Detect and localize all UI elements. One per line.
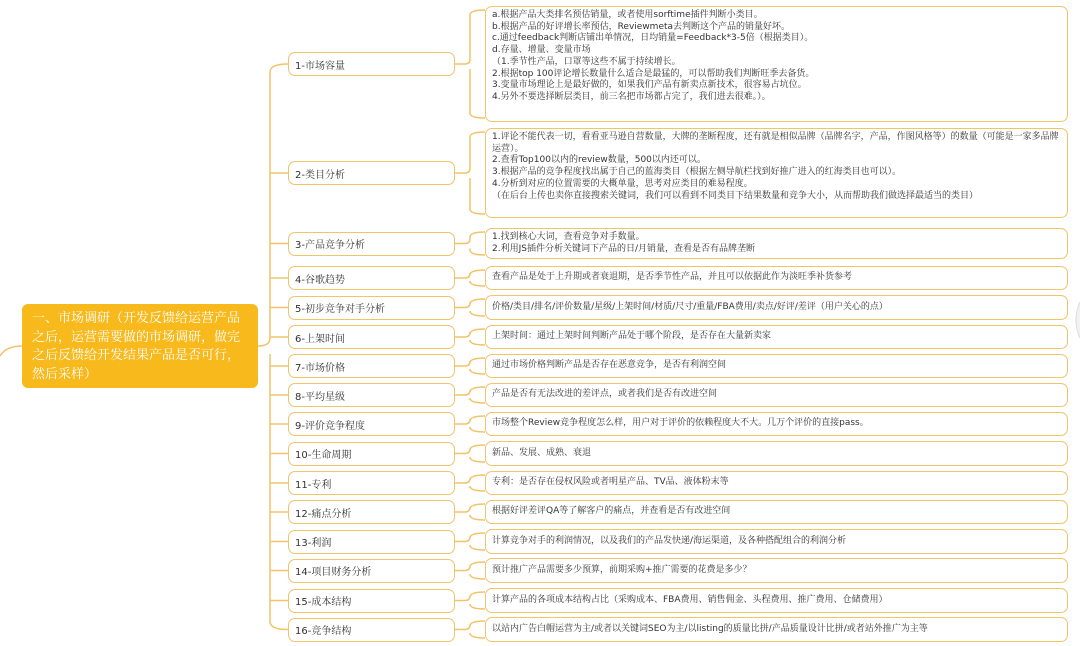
branch-topic[interactable]: 2-类目分析 <box>288 161 455 185</box>
connector-line <box>455 416 485 424</box>
connector-line <box>455 329 485 337</box>
branch-topic[interactable]: 8-平均星级 <box>288 383 455 407</box>
connector-line <box>470 427 485 432</box>
connector-line <box>455 387 485 395</box>
branch-topic[interactable]: 1-市场容量 <box>288 52 455 76</box>
detail-line: b.根据产品的好评增长率预估，Reviewmeta去判断这个产品的销量好坏。 <box>492 21 791 32</box>
connector-line <box>455 533 485 542</box>
connector-line <box>470 281 485 286</box>
detail-line: 2.根据top 100评论增长数量什么适合是最猛的，可以帮助我们判断旺季去备货。 <box>492 68 815 79</box>
detail-line: 1.找到核心大词，查看竞争对手数量。 <box>492 232 645 242</box>
connector-line <box>455 475 485 483</box>
connector-line <box>455 592 485 601</box>
detail-note[interactable] <box>485 228 1068 259</box>
detail-line: a.根据产品大类排名预估销量，或者使用sorftime插件判断小类目。 <box>492 10 763 20</box>
connector-line <box>455 299 485 308</box>
branch-topic[interactable]: 13-利润 <box>288 530 455 554</box>
detail-line: 2.查看Top100以内的review数量，500以内还可以。 <box>492 155 706 166</box>
connector-line <box>455 270 485 278</box>
detail-note[interactable]: 上架时间：通过上架时间判断产品处于哪个阶段，是否存在大量新卖家 <box>485 325 1068 349</box>
detail-note[interactable]: 市场整个Review竞争程度怎么样，用户对于评价的依赖程度大不大。几万个评价的直接pass。 <box>485 412 1068 436</box>
detail-note[interactable]: 计算竞争对手的利润情况，以及我们的产品发快递/海运渠道，及各种搭配组合的利润分析 <box>485 529 1068 554</box>
detail-line: （在后台上传也卖你直接搜索关键词，我们可以看到不同类目下结果数量和竞争大小，从而帮助我们做选择最适当的类目） <box>492 190 979 201</box>
root-topic[interactable]: 一、市场调研（开发反馈给运营产品之后，运营需要做的市场调研，做完之后反馈给开发结果产品是否可行，然后采样） <box>22 304 258 388</box>
branch-topic[interactable]: 12-痛点分析 <box>288 500 455 524</box>
connector-line <box>455 358 485 366</box>
connector-line <box>470 515 485 520</box>
connector-line <box>470 340 485 345</box>
detail-line: （1.季节性产品，口罩等这些不属于持续增长。 <box>492 56 681 67</box>
detail-note[interactable]: 新品、发展、成熟、衰退 <box>485 441 1068 466</box>
connector-line <box>455 562 485 571</box>
connector-line <box>470 69 485 118</box>
connector-line <box>455 445 485 454</box>
connector-line <box>470 311 485 316</box>
detail-note[interactable]: 以站内广告白帽运营为主/或者以关键词SEO为主/以listing的质量比拼/产品质量设计比拼/或者站外推广为主等 <box>485 617 1068 642</box>
connector-line <box>470 604 485 609</box>
detail-line: 4.分析到对应的位置需要的大概单量，思考对应类目的难易程度。 <box>492 178 753 189</box>
connector-line <box>470 486 485 491</box>
detail-note[interactable] <box>485 128 1068 218</box>
detail-note[interactable] <box>485 6 1068 122</box>
connector-line <box>455 621 485 630</box>
connector-line <box>470 369 485 374</box>
detail-note[interactable]: 查看产品是处于上升期或者衰退期，是否季节性产品，并且可以依据此作为淡旺季补货参考 <box>485 266 1068 290</box>
detail-line: d.存量、增量、变量市场 <box>492 45 591 56</box>
detail-note[interactable]: 产品是否有无法改进的差评点，或者我们是否有改进空间 <box>485 383 1068 407</box>
connector-line <box>455 232 485 244</box>
scroll-edge-shape <box>1070 300 1080 340</box>
branch-topic[interactable]: 7-市场价格 <box>288 354 455 378</box>
branch-topic[interactable]: 14-项目财务分析 <box>288 559 455 583</box>
branch-topic[interactable]: 4-谷歌趋势 <box>288 266 455 290</box>
detail-line: 1.评论不能代表一切，看看亚马逊自营数量，大牌的垄断程度，还有就是相似品牌（品牌名字，产品，作图风格等）的数量（可能是一家多品牌运营）。 <box>492 132 1059 154</box>
branch-topic[interactable]: 11-专利 <box>288 471 455 495</box>
detail-note[interactable]: 计算产品的各项成本结构占比（采购成本、FBA费用、销售佣金、头程费用、推广费用、仓储费用） <box>485 588 1068 613</box>
connector-line <box>455 132 485 173</box>
connector-line <box>470 574 485 579</box>
connector-line <box>470 545 485 550</box>
branch-topic[interactable]: 6-上架时间 <box>288 325 455 349</box>
branch-topic[interactable]: 5-初步竞争对手分析 <box>288 296 455 320</box>
connector-line <box>455 504 485 512</box>
detail-line: c.通过feedback判断店铺出单情况，日均销量=Feedback*3-5倍（根据类目）。 <box>492 33 814 44</box>
detail-note[interactable]: 专利：是否存在侵权风险或者明星产品、TV品、液体粉末等 <box>485 471 1068 495</box>
connector-line <box>470 249 485 256</box>
detail-line: 4.另外不要选择断层类目，前三名把市场都占完了，我们进去很难。）。 <box>492 91 771 102</box>
branch-topic[interactable]: 10-生命周期 <box>288 442 455 466</box>
detail-line: 2.利用JS插件分析关键词下产品的日/月销量，查看是否有品牌垄断 <box>492 243 755 254</box>
detail-note[interactable]: 通过市场价格判断产品是否存在恶意竞争，是否有利润空间 <box>485 354 1068 378</box>
connector-line <box>470 178 485 214</box>
connector-line <box>455 10 485 64</box>
detail-line: 3.根据产品的竞争程度找出属于自己的蓝海类目（根据左侧导航栏找到好推广进入的红海类目也可以）。 <box>492 167 902 178</box>
connector-line <box>0 346 22 356</box>
connector-line <box>470 633 485 638</box>
detail-note[interactable]: 预计推广产品需要多少预算，前期采购+推广需要的花费是多少？ <box>485 558 1068 583</box>
detail-note[interactable]: 价格/类目/排名/评价数量/星级/上架时间/材质/尺寸/重量/FBA费用/卖点/好评/差评（用户关心的点） <box>485 295 1068 320</box>
branch-topic[interactable]: 3-产品竞争分析 <box>288 232 455 256</box>
connector-line <box>470 398 485 403</box>
detail-line: 3.变量市场理论上是最好做的，如果我们产品有新卖点新技术，很容易占坑位。 <box>492 80 807 91</box>
branch-topic[interactable]: 16-竞争结构 <box>288 618 455 642</box>
detail-note[interactable]: 根据好评差评QA等了解客户的痛点，并查看是否有改进空间 <box>485 500 1068 524</box>
branch-topic[interactable]: 9-评价竞争程度 <box>288 412 455 436</box>
connector-line <box>470 457 485 462</box>
branch-topic[interactable]: 15-成本结构 <box>288 589 455 613</box>
connector-line <box>258 64 288 346</box>
